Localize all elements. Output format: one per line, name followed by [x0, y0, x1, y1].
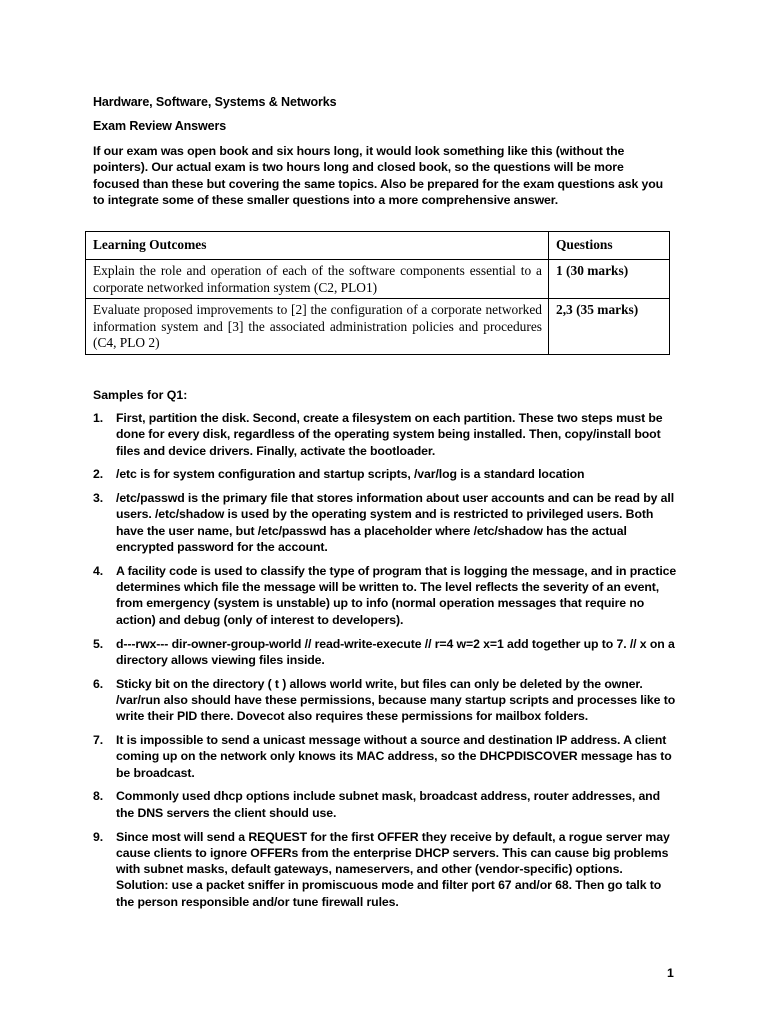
item-number: 8. — [93, 789, 104, 804]
list-item — [93, 732, 677, 781]
item-text: It is impossible to send a unicast message without a source and destination IP address. A client coming up on the network only knows its MAC address, so the DHCPDISCOVER message has to be broadcast. — [116, 733, 672, 780]
list-item — [93, 636, 677, 669]
learning-outcomes-table — [85, 231, 670, 355]
item-text: Since most will send a REQUEST for the first OFFER they receive by default, a rogue server may cause clients to ignore OFFERs from the enterprise DHCP servers. This can cause big problems with subnet masks, default gateways, nameservers, and other (vendor-specific) options. Solution: use a packet sniffer in promiscuous mode and filter port 67 and/or 68. Then go talk to the person responsible and/or tune firewall rules. — [116, 829, 670, 909]
item-number: 9. — [93, 829, 104, 844]
questions-cell: 2,3 (35 marks) — [549, 299, 670, 355]
intro-paragraph: If our exam was open book and six hours long, it would look something like this (without the pointers). Our actual exam is two hours long and closed book, so the questions will be more focused than these but covering the same topics. Also be prepared for the exam questions ask you to integrate some of these smaller questions into a more comprehensive answer. — [93, 144, 664, 207]
list-item — [93, 676, 677, 725]
item-number: 7. — [93, 733, 104, 748]
item-text: Sticky bit on the directory ( t ) allows world write, but files can only be deleted by the owner. /var/run also should have these permissions, because many startup scripts and processes like to write their PID there. Dovecot also requires these permissions for mailbox folders. — [116, 676, 676, 724]
item-number: 5. — [93, 636, 104, 651]
item-text: A facility code is used to classify the type of program that is logging the message, and in practice determines which file the message will be written to. The level reflects the severity of an event, from emergency (system is unstable) up to info (normal operation messages that require no action) and debug (only of interest to developers). — [116, 563, 677, 627]
item-number: 4. — [93, 563, 104, 578]
list-item — [93, 466, 677, 482]
item-text: /etc is for system configuration and startup scripts, /var/log is a standard location — [116, 467, 585, 482]
header-learning-outcomes: Learning Outcomes — [86, 232, 549, 260]
table-row — [86, 299, 670, 355]
list-item — [93, 563, 677, 628]
item-text: Commonly used dhcp options include subnet mask, broadcast address, router addresses, and the DNS servers the client should use. — [116, 789, 661, 820]
table-row — [86, 260, 670, 299]
table-header-row — [86, 232, 670, 260]
item-text: First, partition the disk. Second, create a filesystem on each partition. These two steps must be done for every disk, regardless of the operating system being installed. Then, copy/install boot files and device drivers. Finally, activate the bootloader. — [116, 411, 663, 458]
questions-cell: 1 (30 marks) — [549, 260, 670, 299]
item-number: 1. — [93, 411, 104, 425]
answers-list — [93, 410, 677, 918]
page-number: 1 — [667, 966, 674, 980]
document-subtitle: Exam Review Answers — [93, 119, 227, 133]
outcome-cell: Evaluate proposed improvements to [2] the configuration of a corporate networked information system and [3] the associated administration policies and procedures (C4, PLO 2) — [86, 299, 549, 355]
outcome-cell: Explain the role and operation of each of the software components essential to a corporate networked information system (C2, PLO1) — [86, 260, 549, 299]
item-text: /etc/passwd is the primary file that stores information about user accounts and can be read by all users. /etc/shadow is used by the operating system and is restricted to privileged users. Both have the user name, but /etc/passwd has a placeholder where /etc/shadow has the actual encrypted password for the account. — [116, 491, 675, 555]
item-number: 6. — [93, 676, 104, 691]
document-title: Hardware, Software, Systems & Networks — [93, 95, 337, 109]
item-number: 3. — [93, 491, 104, 506]
item-number: 2. — [93, 467, 104, 482]
header-questions: Questions — [549, 232, 670, 260]
samples-heading: Samples for Q1: — [93, 388, 188, 402]
item-text: d---rwx--- dir-owner-group-world // read-write-execute // r=4 w=2 x=1 add together up to 7. // x on a directory allows viewing files inside. — [116, 636, 675, 667]
list-item — [93, 788, 677, 821]
list-item — [93, 490, 677, 555]
list-item — [93, 829, 677, 910]
list-item — [93, 410, 677, 459]
